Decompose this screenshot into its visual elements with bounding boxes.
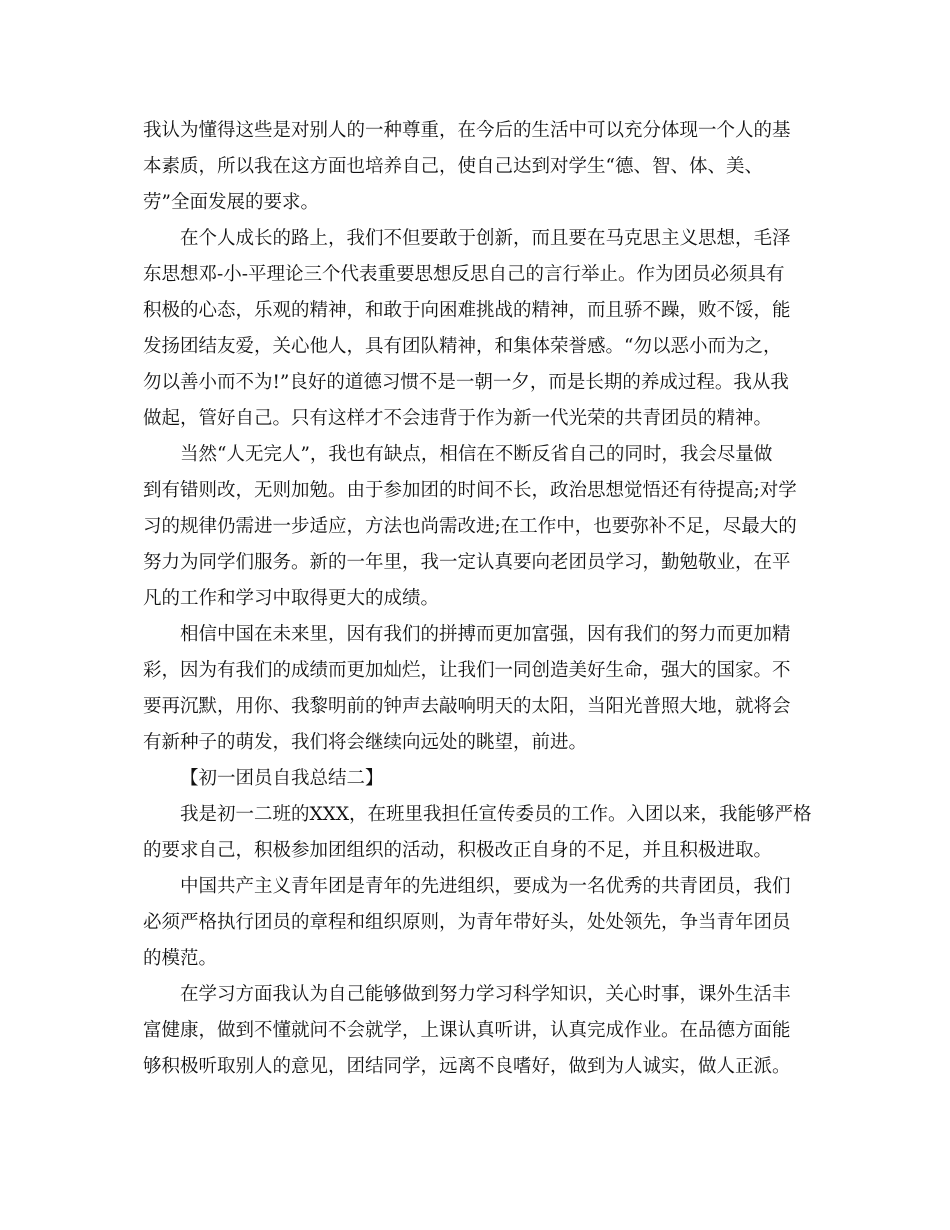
text-line: 当然“人无完人”，我也有缺点，相信在不断反省自己的同时，我会尽量做: [180, 444, 773, 465]
text-line: 积极的心态，乐观的精神，和敢于向困难挑战的精神，而且骄不躁，败不馁，能: [143, 300, 791, 321]
text-line: 到有错则改，无则加勉。由于参加团的时间不长，政治思想觉悟还有待提高;对学: [143, 480, 797, 501]
text-line: 做起，管好自己。只有这样才不会违背于作为新一代光荣的共青团员的精神。: [143, 408, 773, 429]
text-line: 要再沉默，用你、我黎明前的钟声去敲响明天的太阳，当阳光普照大地，就将会: [143, 696, 791, 717]
text-line: 有新种子的萌发，我们将会继续向远处的眺望，前进。: [143, 732, 588, 753]
text-line: 彩，因为有我们的成绩而更加灿烂，让我们一同创造美好生命，强大的国家。不: [143, 660, 791, 681]
text-line: 够积极听取别人的意见，团结同学，远离不良嗜好，做到为人诚实，做人正派。: [143, 1056, 791, 1077]
text-line: 在学习方面我认为自己能够做到努力学习科学知识，关心时事，课外生活丰: [180, 984, 791, 1005]
text-line: 勿以善小而不为!”良好的道德习惯不是一朝一夕，而是长期的养成过程。我从我: [143, 372, 789, 393]
text-line: 中国共产主义青年团是青年的先进组织，要成为一名优秀的共青团员，我们: [180, 876, 791, 897]
text-line: 发扬团结友爱，关心他人，具有团队精神，和集体荣誉感。“勿以恶小而为之，: [143, 336, 782, 357]
text-line: 我是初一二班的XXX，在班里我担任宣传委员的工作。入团以来，我能够严格: [180, 804, 812, 825]
text-line: 的要求自己，积极参加团组织的活动，积极改正自身的不足，并且积极进取。: [143, 840, 773, 861]
text-line: 劳”全面发展的要求。: [143, 192, 319, 213]
section-heading: 【初一团员自我总结二】: [180, 768, 384, 789]
text-line: 我认为懂得这些是对别人的一种尊重，在今后的生活中可以充分体现一个人的基: [143, 120, 791, 141]
text-line: 在个人成长的路上，我们不但要敢于创新，而且要在马克思主义思想，毛泽: [180, 228, 791, 249]
text-line: 凡的工作和学习中取得更大的成绩。: [143, 588, 440, 609]
text-line: 必须严格执行团员的章程和组织原则，为青年带好头，处处领先，争当青年团员: [143, 912, 791, 933]
text-line: 富健康，做到不懂就问不会就学，上课认真听讲，认真完成作业。在品德方面能: [143, 1020, 791, 1041]
text-line: 东思想邓-小-平理论三个代表重要思想反思自己的言行举止。作为团员必须具有: [143, 264, 785, 285]
text-line: 的模范。: [143, 948, 218, 969]
text-line: 努力为同学们服务。新的一年里，我一定认真要向老团员学习，勤勉敬业，在平: [143, 552, 791, 573]
text-line: 习的规律仍需进一步适应，方法也尚需改进;在工作中，也要弥补不足，尽最大的: [143, 516, 797, 537]
text-line: 相信中国在未来里，因有我们的拼搏而更加富强，因有我们的努力而更加精: [180, 624, 791, 645]
text-line: 本素质，所以我在这方面也培养自己，使自己达到对学生“德、智、体、美、: [143, 156, 763, 177]
